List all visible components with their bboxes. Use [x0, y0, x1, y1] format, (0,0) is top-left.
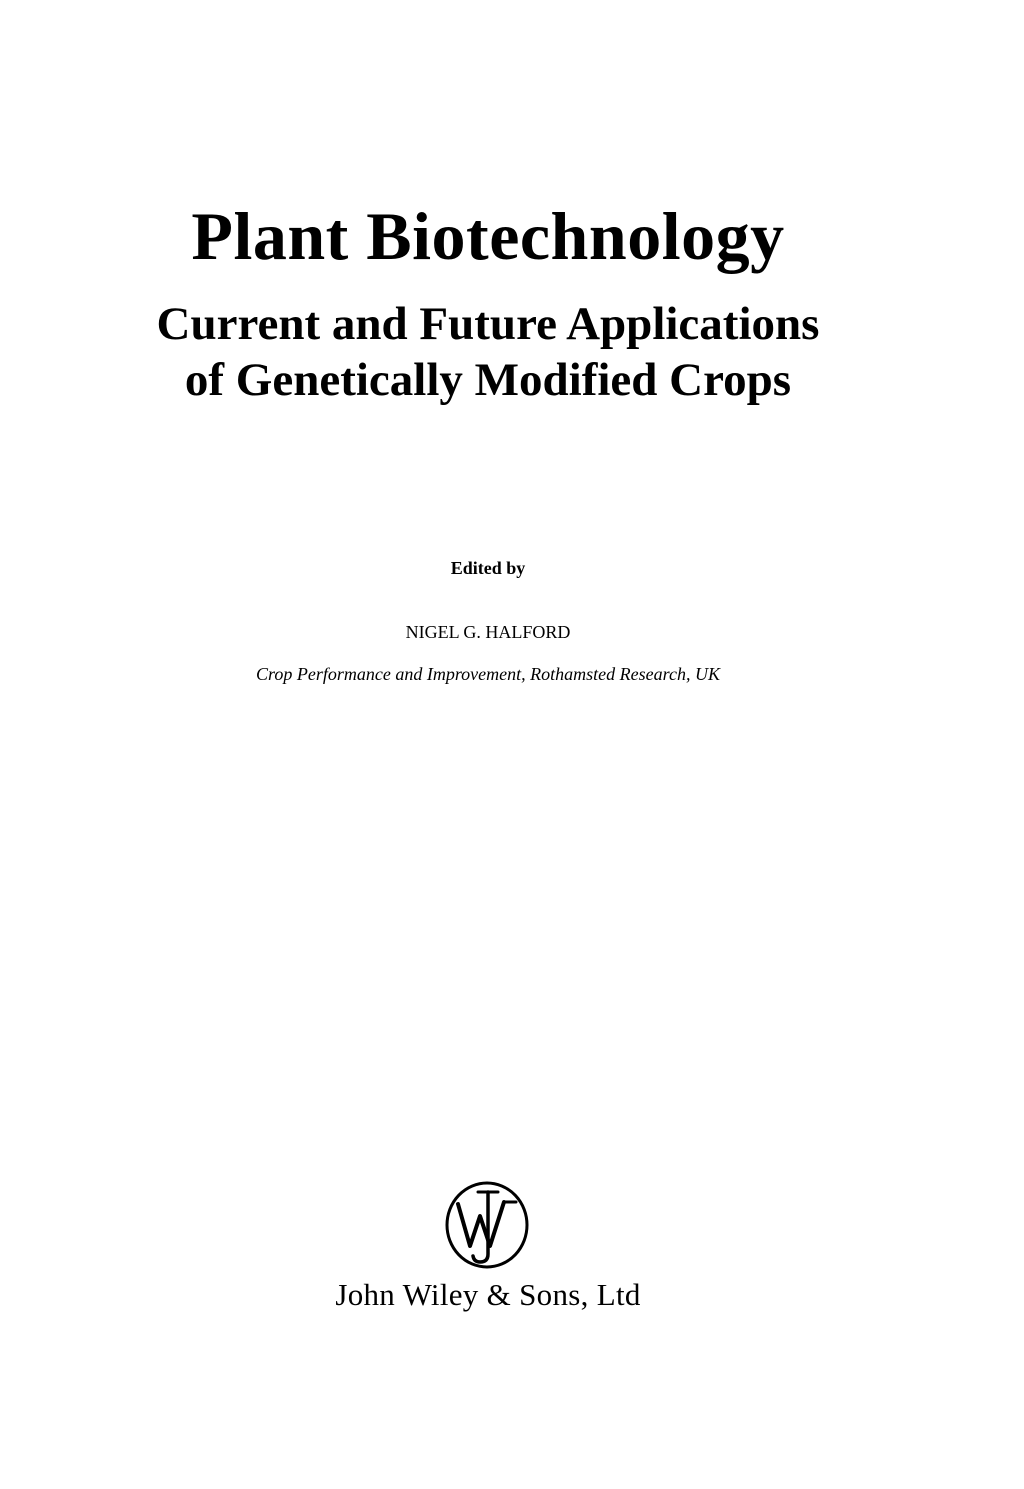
wiley-logo-icon [444, 1180, 530, 1270]
subtitle-line-2: of Genetically Modified Crops [184, 354, 792, 406]
editor-affiliation: Crop Performance and Improvement, Rothamsted Research, UK [256, 664, 720, 684]
book-subtitle [0, 296, 1000, 408]
editor-name: NIGEL G. HALFORD [405, 622, 571, 642]
book-title: Plant Biotechnology [191, 198, 785, 274]
edited-by-label: Edited by [450, 558, 526, 578]
publisher-name: John Wiley & Sons, Ltd [335, 1277, 641, 1312]
subtitle-line-1: Current and Future Applications [156, 298, 820, 350]
